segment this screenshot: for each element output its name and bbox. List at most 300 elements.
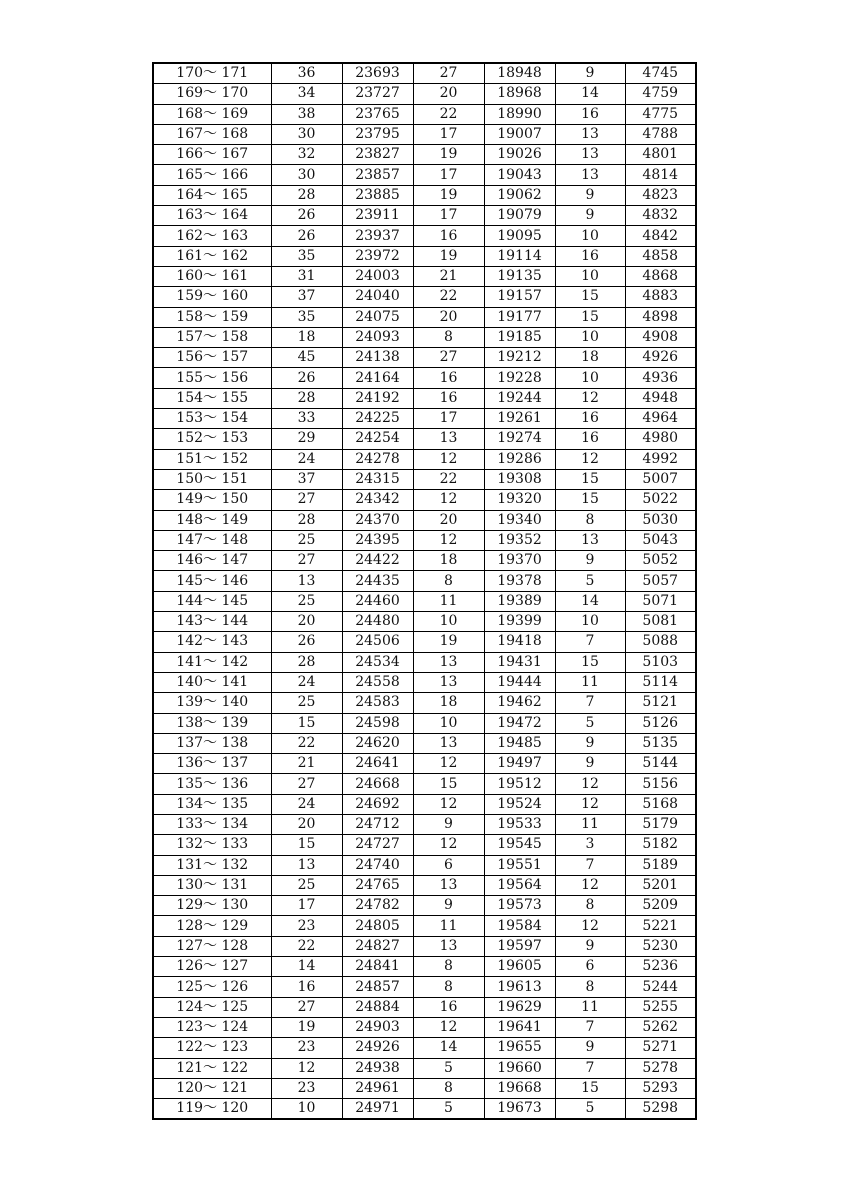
table-cell-score-range: 164～ 165	[153, 185, 271, 205]
table-cell-cumulative-c: 5298	[625, 1099, 696, 1120]
table-cell-count-b: 20	[413, 307, 484, 327]
table-cell-count-b: 10	[413, 713, 484, 733]
table-cell-cumulative-c: 4775	[625, 104, 696, 124]
table-cell-score-range: 138～ 139	[153, 713, 271, 733]
table-cell-score-range: 148～ 149	[153, 510, 271, 530]
table-cell-count-a: 20	[271, 814, 342, 834]
table-cell-count-b: 12	[413, 490, 484, 510]
table-cell-cumulative-c: 4832	[625, 206, 696, 226]
table-cell-score-range: 165～ 166	[153, 165, 271, 185]
table-cell-count-b: 16	[413, 226, 484, 246]
table-cell-score-range: 154～ 155	[153, 388, 271, 408]
table-cell-count-c: 8	[555, 896, 625, 916]
table-cell-count-c: 7	[555, 1058, 625, 1078]
table-cell-score-range: 144～ 145	[153, 591, 271, 611]
table-cell-count-b: 8	[413, 957, 484, 977]
table-cell-cumulative-a: 24395	[342, 530, 413, 550]
table-cell-cumulative-a: 24278	[342, 449, 413, 469]
table-cell-count-c: 12	[555, 388, 625, 408]
table-cell-count-c: 10	[555, 266, 625, 286]
table-cell-score-range: 132～ 133	[153, 835, 271, 855]
table-cell-cumulative-c: 5221	[625, 916, 696, 936]
table-cell-score-range: 168～ 169	[153, 104, 271, 124]
table-row	[153, 226, 696, 246]
table-cell-cumulative-c: 4801	[625, 145, 696, 165]
table-cell-cumulative-b: 19597	[484, 936, 555, 956]
table-row	[153, 713, 696, 733]
table-cell-count-a: 22	[271, 936, 342, 956]
table-row	[153, 307, 696, 327]
table-cell-count-c: 15	[555, 652, 625, 672]
table-cell-count-b: 13	[413, 936, 484, 956]
table-cell-score-range: 139～ 140	[153, 693, 271, 713]
table-row	[153, 551, 696, 571]
table-row	[153, 855, 696, 875]
table-cell-count-a: 45	[271, 348, 342, 368]
table-cell-cumulative-c: 4948	[625, 388, 696, 408]
table-cell-score-range: 125～ 126	[153, 977, 271, 997]
table-cell-count-c: 7	[555, 632, 625, 652]
table-cell-count-a: 30	[271, 165, 342, 185]
table-cell-cumulative-b: 19043	[484, 165, 555, 185]
table-cell-cumulative-a: 24926	[342, 1038, 413, 1058]
table-cell-cumulative-c: 5271	[625, 1038, 696, 1058]
table-cell-cumulative-b: 19062	[484, 185, 555, 205]
table-cell-count-c: 13	[555, 530, 625, 550]
table-cell-score-range: 169～ 170	[153, 84, 271, 104]
table-row	[153, 875, 696, 895]
table-cell-cumulative-b: 19274	[484, 429, 555, 449]
table-cell-cumulative-b: 19095	[484, 226, 555, 246]
table-cell-count-c: 9	[555, 185, 625, 205]
table-row	[153, 1099, 696, 1120]
table-cell-cumulative-b: 19389	[484, 591, 555, 611]
table-cell-score-range: 123～ 124	[153, 1017, 271, 1037]
table-cell-cumulative-a: 24164	[342, 368, 413, 388]
table-cell-cumulative-c: 4936	[625, 368, 696, 388]
table-cell-count-b: 12	[413, 530, 484, 550]
table-cell-cumulative-a: 24805	[342, 916, 413, 936]
table-cell-cumulative-a: 24003	[342, 266, 413, 286]
table-cell-count-c: 9	[555, 551, 625, 571]
table-cell-count-a: 31	[271, 266, 342, 286]
table-cell-cumulative-c: 5179	[625, 814, 696, 834]
table-cell-cumulative-c: 5189	[625, 855, 696, 875]
table-cell-count-a: 25	[271, 530, 342, 550]
table-cell-count-c: 12	[555, 916, 625, 936]
table-cell-cumulative-b: 18968	[484, 84, 555, 104]
table-cell-count-c: 9	[555, 1038, 625, 1058]
table-cell-cumulative-b: 19261	[484, 409, 555, 429]
table-cell-count-c: 5	[555, 713, 625, 733]
table-cell-cumulative-b: 19418	[484, 632, 555, 652]
table-cell-count-c: 8	[555, 977, 625, 997]
table-cell-count-b: 27	[413, 63, 484, 84]
table-cell-count-c: 14	[555, 84, 625, 104]
table-cell-count-b: 27	[413, 348, 484, 368]
table-cell-cumulative-a: 24841	[342, 957, 413, 977]
table-cell-count-a: 15	[271, 835, 342, 855]
table-row	[153, 206, 696, 226]
table-cell-count-b: 8	[413, 571, 484, 591]
table-row	[153, 591, 696, 611]
table-cell-cumulative-b: 19605	[484, 957, 555, 977]
table-row	[153, 977, 696, 997]
table-row	[153, 63, 696, 84]
table-cell-cumulative-c: 4964	[625, 409, 696, 429]
table-cell-cumulative-a: 24342	[342, 490, 413, 510]
table-cell-cumulative-a: 24370	[342, 510, 413, 530]
table-cell-count-a: 21	[271, 754, 342, 774]
table-row	[153, 916, 696, 936]
table-cell-cumulative-c: 5022	[625, 490, 696, 510]
table-row	[153, 1038, 696, 1058]
table-cell-cumulative-a: 24692	[342, 794, 413, 814]
table-cell-cumulative-b: 19673	[484, 1099, 555, 1120]
table-cell-count-b: 20	[413, 84, 484, 104]
table-cell-count-b: 8	[413, 1078, 484, 1098]
table-cell-cumulative-b: 19462	[484, 693, 555, 713]
table-cell-count-a: 32	[271, 145, 342, 165]
table-cell-cumulative-a: 23937	[342, 226, 413, 246]
table-cell-count-c: 15	[555, 490, 625, 510]
table-cell-count-a: 26	[271, 632, 342, 652]
table-cell-count-b: 11	[413, 591, 484, 611]
table-cell-cumulative-c: 5071	[625, 591, 696, 611]
table-cell-count-c: 9	[555, 936, 625, 956]
table-cell-cumulative-a: 23885	[342, 185, 413, 205]
table-cell-cumulative-c: 5057	[625, 571, 696, 591]
table-cell-count-b: 22	[413, 104, 484, 124]
table-cell-count-c: 12	[555, 774, 625, 794]
table-cell-cumulative-c: 4908	[625, 327, 696, 347]
table-cell-count-b: 18	[413, 551, 484, 571]
table-cell-cumulative-c: 5255	[625, 997, 696, 1017]
table-cell-count-a: 17	[271, 896, 342, 916]
table-cell-cumulative-c: 4842	[625, 226, 696, 246]
table-cell-count-a: 28	[271, 185, 342, 205]
table-cell-score-range: 131～ 132	[153, 855, 271, 875]
table-row	[153, 246, 696, 266]
table-cell-cumulative-c: 5236	[625, 957, 696, 977]
table-row	[153, 185, 696, 205]
table-cell-count-b: 10	[413, 612, 484, 632]
table-cell-cumulative-b: 19340	[484, 510, 555, 530]
table-row	[153, 835, 696, 855]
table-cell-cumulative-a: 24138	[342, 348, 413, 368]
table-cell-score-range: 167～ 168	[153, 124, 271, 144]
table-cell-count-b: 17	[413, 124, 484, 144]
table-cell-cumulative-a: 23911	[342, 206, 413, 226]
table-cell-score-range: 150～ 151	[153, 469, 271, 489]
table-cell-cumulative-a: 24558	[342, 672, 413, 692]
table-cell-count-c: 9	[555, 733, 625, 753]
table-cell-cumulative-a: 24903	[342, 1017, 413, 1037]
table-cell-cumulative-a: 24583	[342, 693, 413, 713]
table-cell-count-a: 14	[271, 957, 342, 977]
table-cell-cumulative-a: 24782	[342, 896, 413, 916]
table-cell-cumulative-b: 19584	[484, 916, 555, 936]
table-cell-count-c: 7	[555, 1017, 625, 1037]
table-cell-count-b: 14	[413, 1038, 484, 1058]
table-cell-count-a: 23	[271, 916, 342, 936]
table-cell-score-range: 146～ 147	[153, 551, 271, 571]
table-cell-count-c: 12	[555, 875, 625, 895]
table-cell-score-range: 134～ 135	[153, 794, 271, 814]
table-cell-cumulative-a: 23765	[342, 104, 413, 124]
table-cell-cumulative-b: 19157	[484, 287, 555, 307]
table-cell-score-range: 147～ 148	[153, 530, 271, 550]
table-cell-cumulative-c: 4814	[625, 165, 696, 185]
table-cell-score-range: 153～ 154	[153, 409, 271, 429]
table-cell-cumulative-c: 5293	[625, 1078, 696, 1098]
table-cell-cumulative-b: 18948	[484, 63, 555, 84]
table-cell-cumulative-a: 24315	[342, 469, 413, 489]
table-cell-cumulative-c: 4898	[625, 307, 696, 327]
table-cell-score-range: 160～ 161	[153, 266, 271, 286]
table-cell-count-c: 9	[555, 754, 625, 774]
table-cell-cumulative-c: 5135	[625, 733, 696, 753]
table-cell-count-a: 12	[271, 1058, 342, 1078]
table-cell-cumulative-b: 19485	[484, 733, 555, 753]
table-cell-count-a: 27	[271, 490, 342, 510]
table-cell-cumulative-b: 19352	[484, 530, 555, 550]
table-cell-score-range: 133～ 134	[153, 814, 271, 834]
table-cell-score-range: 170～ 171	[153, 63, 271, 84]
table-cell-score-range: 152～ 153	[153, 429, 271, 449]
table-cell-count-c: 14	[555, 591, 625, 611]
table-cell-count-c: 11	[555, 814, 625, 834]
table-cell-count-a: 25	[271, 875, 342, 895]
table-cell-count-a: 20	[271, 612, 342, 632]
table-cell-count-c: 8	[555, 510, 625, 530]
table-row	[153, 429, 696, 449]
table-cell-count-b: 16	[413, 368, 484, 388]
table-cell-cumulative-b: 19244	[484, 388, 555, 408]
table-cell-count-b: 16	[413, 388, 484, 408]
table-cell-score-range: 127～ 128	[153, 936, 271, 956]
table-cell-count-c: 7	[555, 855, 625, 875]
table-cell-cumulative-b: 19007	[484, 124, 555, 144]
table-row	[153, 733, 696, 753]
table-cell-cumulative-b: 19079	[484, 206, 555, 226]
table-row	[153, 997, 696, 1017]
table-cell-cumulative-c: 5121	[625, 693, 696, 713]
table-cell-cumulative-a: 24422	[342, 551, 413, 571]
table-cell-cumulative-c: 4745	[625, 63, 696, 84]
table-cell-cumulative-a: 24225	[342, 409, 413, 429]
table-row	[153, 368, 696, 388]
table-cell-cumulative-b: 19545	[484, 835, 555, 855]
table-cell-count-c: 12	[555, 449, 625, 469]
table-cell-count-b: 12	[413, 835, 484, 855]
table-cell-count-b: 15	[413, 774, 484, 794]
table-cell-cumulative-a: 23972	[342, 246, 413, 266]
table-cell-cumulative-c: 5043	[625, 530, 696, 550]
table-cell-count-c: 10	[555, 226, 625, 246]
table-cell-cumulative-b: 19370	[484, 551, 555, 571]
table-cell-cumulative-c: 4980	[625, 429, 696, 449]
table-cell-cumulative-b: 19497	[484, 754, 555, 774]
table-cell-count-a: 25	[271, 591, 342, 611]
table-cell-cumulative-c: 4759	[625, 84, 696, 104]
table-cell-cumulative-c: 5201	[625, 875, 696, 895]
table-cell-cumulative-b: 19641	[484, 1017, 555, 1037]
table-cell-cumulative-a: 24040	[342, 287, 413, 307]
table-cell-count-a: 28	[271, 388, 342, 408]
table-cell-cumulative-a: 24727	[342, 835, 413, 855]
table-cell-cumulative-b: 19524	[484, 794, 555, 814]
table-cell-cumulative-c: 5007	[625, 469, 696, 489]
table-cell-cumulative-c: 5262	[625, 1017, 696, 1037]
table-cell-count-c: 13	[555, 165, 625, 185]
table-cell-score-range: 130～ 131	[153, 875, 271, 895]
table-cell-cumulative-a: 24075	[342, 307, 413, 327]
table-row	[153, 936, 696, 956]
table-row	[153, 571, 696, 591]
table-cell-cumulative-a: 24971	[342, 1099, 413, 1120]
table-row	[153, 754, 696, 774]
table-cell-cumulative-c: 5182	[625, 835, 696, 855]
table-cell-cumulative-b: 19629	[484, 997, 555, 1017]
table-cell-cumulative-b: 19533	[484, 814, 555, 834]
table-cell-cumulative-b: 19114	[484, 246, 555, 266]
table-cell-score-range: 136～ 137	[153, 754, 271, 774]
table-cell-count-c: 16	[555, 409, 625, 429]
table-cell-count-b: 21	[413, 266, 484, 286]
table-cell-count-c: 13	[555, 145, 625, 165]
table-cell-count-b: 8	[413, 977, 484, 997]
table-cell-count-b: 19	[413, 185, 484, 205]
table-cell-score-range: 128～ 129	[153, 916, 271, 936]
table-cell-count-b: 12	[413, 754, 484, 774]
table-cell-cumulative-a: 24641	[342, 754, 413, 774]
table-cell-cumulative-b: 19228	[484, 368, 555, 388]
table-row	[153, 104, 696, 124]
table-row	[153, 957, 696, 977]
table-cell-score-range: 141～ 142	[153, 652, 271, 672]
table-cell-count-a: 13	[271, 571, 342, 591]
table-cell-cumulative-b: 19135	[484, 266, 555, 286]
table-cell-cumulative-b: 19286	[484, 449, 555, 469]
table-cell-cumulative-a: 24961	[342, 1078, 413, 1098]
table-cell-count-a: 25	[271, 693, 342, 713]
table-cell-score-range: 124～ 125	[153, 997, 271, 1017]
table-cell-count-a: 27	[271, 551, 342, 571]
table-cell-cumulative-b: 19378	[484, 571, 555, 591]
table-cell-cumulative-c: 4858	[625, 246, 696, 266]
table-cell-count-a: 37	[271, 469, 342, 489]
table-cell-cumulative-a: 24884	[342, 997, 413, 1017]
table-row	[153, 469, 696, 489]
table-cell-count-a: 35	[271, 307, 342, 327]
table-cell-cumulative-a: 24598	[342, 713, 413, 733]
table-cell-score-range: 119～ 120	[153, 1099, 271, 1120]
table-cell-score-range: 145～ 146	[153, 571, 271, 591]
table-cell-count-c: 10	[555, 368, 625, 388]
table-cell-count-a: 34	[271, 84, 342, 104]
table-cell-count-c: 3	[555, 835, 625, 855]
table-cell-score-range: 158～ 159	[153, 307, 271, 327]
table-row	[153, 327, 696, 347]
table-row	[153, 612, 696, 632]
table-cell-cumulative-c: 4992	[625, 449, 696, 469]
table-cell-cumulative-c: 5144	[625, 754, 696, 774]
table-cell-cumulative-a: 24093	[342, 327, 413, 347]
table-cell-cumulative-b: 19660	[484, 1058, 555, 1078]
table-cell-count-c: 13	[555, 124, 625, 144]
table-cell-count-a: 19	[271, 1017, 342, 1037]
table-cell-count-c: 7	[555, 693, 625, 713]
table-cell-count-b: 12	[413, 794, 484, 814]
table-row	[153, 1078, 696, 1098]
table-cell-cumulative-a: 23795	[342, 124, 413, 144]
table-cell-cumulative-a: 24435	[342, 571, 413, 591]
table-cell-score-range: 159～ 160	[153, 287, 271, 307]
table-cell-cumulative-a: 24857	[342, 977, 413, 997]
table-cell-count-c: 15	[555, 1078, 625, 1098]
table-cell-cumulative-b: 19573	[484, 896, 555, 916]
table-cell-cumulative-b: 19185	[484, 327, 555, 347]
table-row	[153, 409, 696, 429]
table-cell-count-b: 13	[413, 429, 484, 449]
table-row	[153, 1017, 696, 1037]
table-cell-cumulative-c: 4868	[625, 266, 696, 286]
table-cell-score-range: 155～ 156	[153, 368, 271, 388]
table-cell-cumulative-c: 5088	[625, 632, 696, 652]
table-cell-count-a: 23	[271, 1078, 342, 1098]
table-row	[153, 145, 696, 165]
table-cell-count-c: 11	[555, 997, 625, 1017]
table-cell-cumulative-a: 24765	[342, 875, 413, 895]
table-cell-count-a: 27	[271, 774, 342, 794]
table-cell-count-c: 6	[555, 957, 625, 977]
table-cell-cumulative-a: 24534	[342, 652, 413, 672]
table-cell-cumulative-a: 23827	[342, 145, 413, 165]
table-row	[153, 287, 696, 307]
table-cell-cumulative-c: 5209	[625, 896, 696, 916]
table-row	[153, 165, 696, 185]
table-cell-count-b: 13	[413, 672, 484, 692]
table-cell-cumulative-a: 24740	[342, 855, 413, 875]
table-cell-cumulative-a: 23727	[342, 84, 413, 104]
table-row	[153, 124, 696, 144]
table-cell-count-b: 12	[413, 449, 484, 469]
table-cell-cumulative-b: 19431	[484, 652, 555, 672]
table-cell-cumulative-b: 19668	[484, 1078, 555, 1098]
table-cell-count-a: 27	[271, 997, 342, 1017]
table-cell-count-c: 9	[555, 63, 625, 84]
table-row	[153, 530, 696, 550]
table-cell-count-b: 20	[413, 510, 484, 530]
table-cell-cumulative-c: 5126	[625, 713, 696, 733]
table-cell-count-c: 16	[555, 104, 625, 124]
table-cell-cumulative-c: 5081	[625, 612, 696, 632]
table-cell-count-c: 9	[555, 206, 625, 226]
table-cell-cumulative-b: 19308	[484, 469, 555, 489]
table-cell-count-b: 18	[413, 693, 484, 713]
table-cell-cumulative-a: 24192	[342, 388, 413, 408]
table-cell-cumulative-b: 19472	[484, 713, 555, 733]
table-cell-count-a: 16	[271, 977, 342, 997]
table-cell-count-c: 12	[555, 794, 625, 814]
table-cell-count-a: 28	[271, 510, 342, 530]
table-cell-cumulative-b: 19320	[484, 490, 555, 510]
table-cell-count-b: 19	[413, 145, 484, 165]
table-cell-count-a: 24	[271, 449, 342, 469]
table-row	[153, 84, 696, 104]
table-row	[153, 449, 696, 469]
